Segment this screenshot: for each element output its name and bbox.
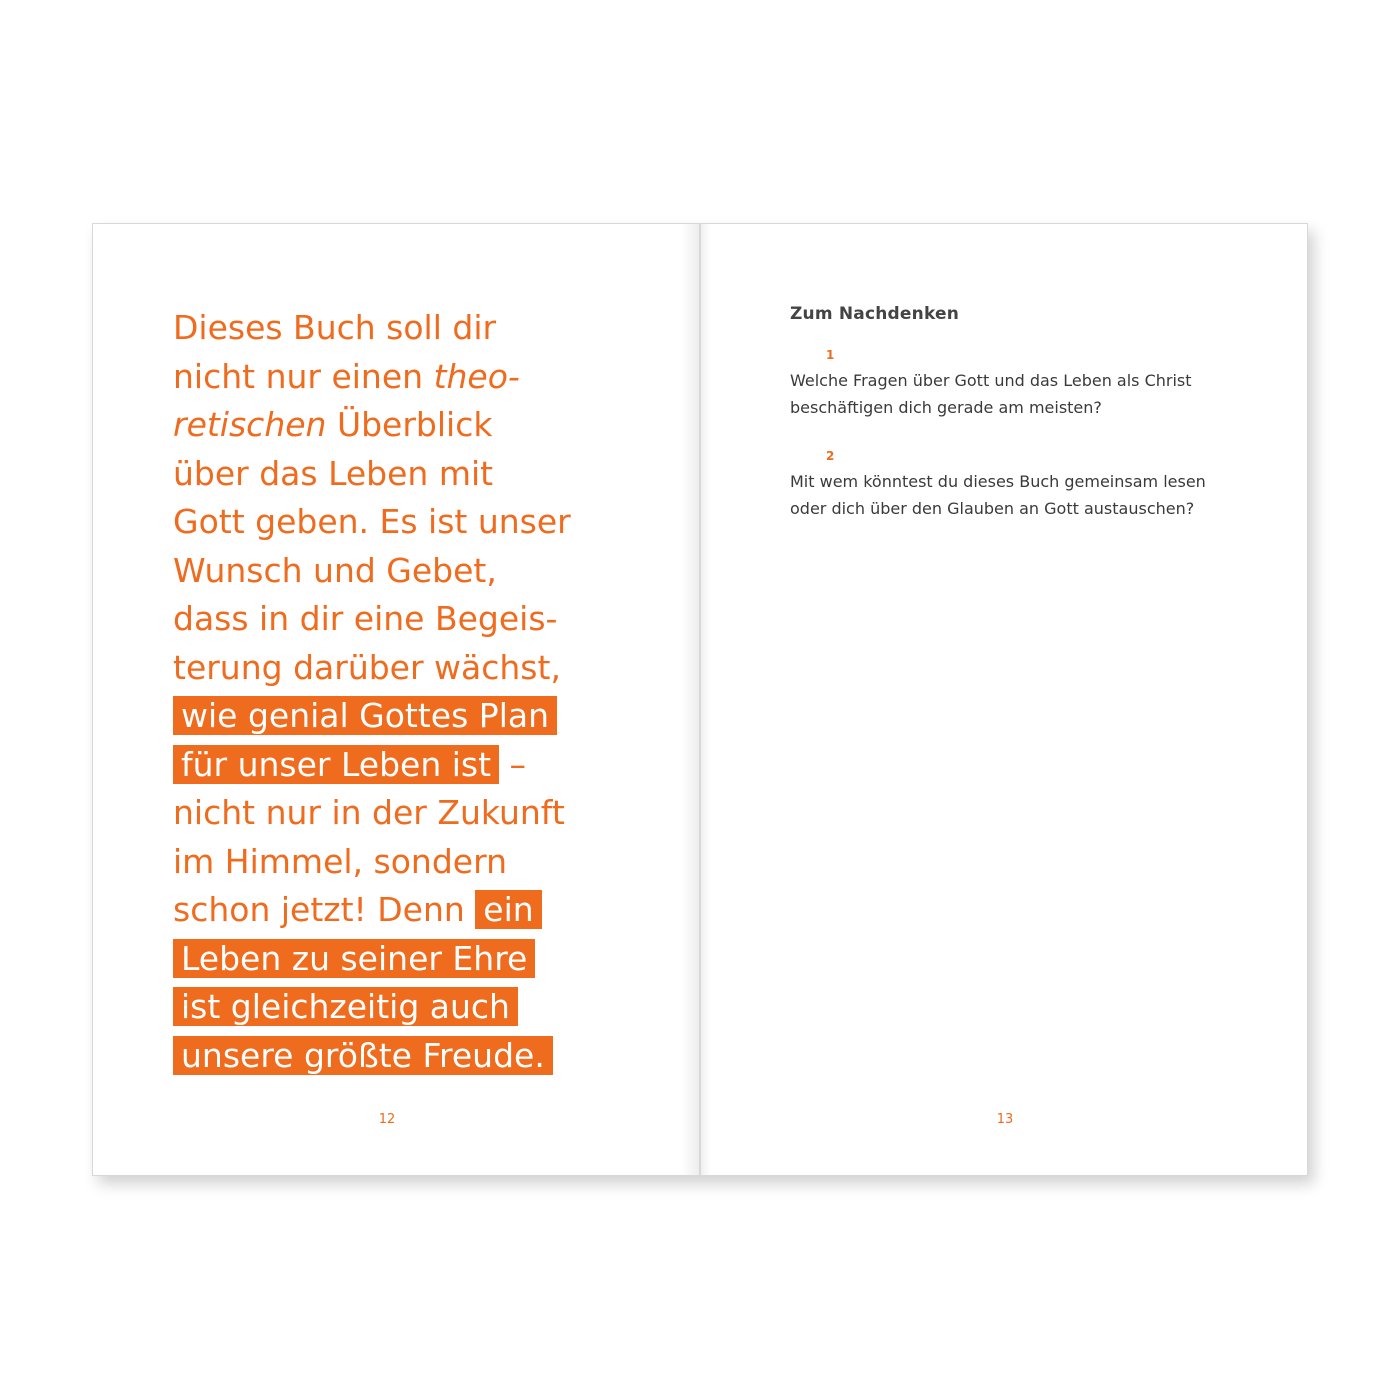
quote-line: [173, 692, 593, 741]
quote-line: [173, 353, 593, 402]
question-text-line: Welche Fragen über Gott und das Leben als Christ: [790, 371, 1192, 390]
quote-line: [173, 838, 593, 887]
left-page: [92, 223, 700, 1176]
quote-text: über das Leben mit: [173, 453, 494, 493]
quote-text: dass in dir eine Begeis-: [173, 599, 558, 638]
quote-text: terung darüber wächst,: [173, 647, 561, 687]
quote-line: [173, 595, 593, 644]
quote-text: schon jetzt! Denn: [173, 890, 476, 929]
gutter-shadow: [681, 224, 699, 1175]
quote-line: [173, 886, 593, 935]
page-number-left: 12: [378, 1112, 396, 1127]
quote-text: Wunsch und Gebet,: [173, 550, 497, 590]
quote-line: [173, 644, 593, 693]
quote-line: [173, 547, 593, 596]
question-number: 1: [826, 348, 835, 362]
quote-line: [173, 935, 593, 984]
quote-text: –: [499, 744, 527, 784]
highlighted-text: unsere größte Freude.: [173, 1036, 553, 1075]
quote-text: Dieses Buch soll dir: [173, 308, 497, 347]
quote-line: [173, 741, 593, 790]
question-text-line: Mit wem könntest du dieses Buch gemeinsam lesen: [790, 472, 1206, 491]
question-number: 2: [826, 449, 835, 463]
right-page: [700, 223, 1308, 1176]
reflection-section: [790, 304, 1230, 550]
italic-text: theo-: [433, 356, 520, 396]
question-item: [790, 449, 1230, 522]
page-number-right: 13: [996, 1112, 1014, 1127]
quote-text: Gott geben. Es ist unser: [173, 502, 571, 541]
quote-text: nicht nur einen: [173, 356, 434, 396]
highlighted-text: für unser Leben ist: [173, 745, 499, 784]
question-text-line: beschäftigen dich gerade am meisten?: [790, 397, 1102, 417]
highlighted-text: Leben zu seiner Ehre: [173, 939, 535, 978]
quote-line: [173, 401, 593, 450]
quote-line: [173, 983, 593, 1032]
question-item: [790, 348, 1230, 421]
highlight-quote: [173, 304, 593, 1080]
quote-line: [173, 789, 593, 838]
question-text-line: oder dich über den Glauben an Gott austauschen?: [790, 498, 1195, 518]
quote-line: [173, 1032, 593, 1081]
italic-text: retischen: [173, 405, 327, 444]
quote-text: im Himmel, sondern: [173, 841, 507, 881]
highlighted-text: ein: [475, 890, 541, 929]
highlighted-text: ist gleichzeitig auch: [173, 987, 518, 1026]
quote-text: nicht nur in der Zukunft: [173, 793, 565, 832]
quote-line: [173, 450, 593, 499]
gutter-shadow: [701, 224, 711, 1175]
book-spread: [92, 223, 1308, 1176]
section-title: Zum Nachdenken: [790, 304, 960, 324]
quote-line: [173, 498, 593, 547]
quote-text: Überblick: [326, 405, 493, 444]
highlighted-text: wie genial Gottes Plan: [173, 696, 557, 735]
quote-line: [173, 304, 593, 353]
